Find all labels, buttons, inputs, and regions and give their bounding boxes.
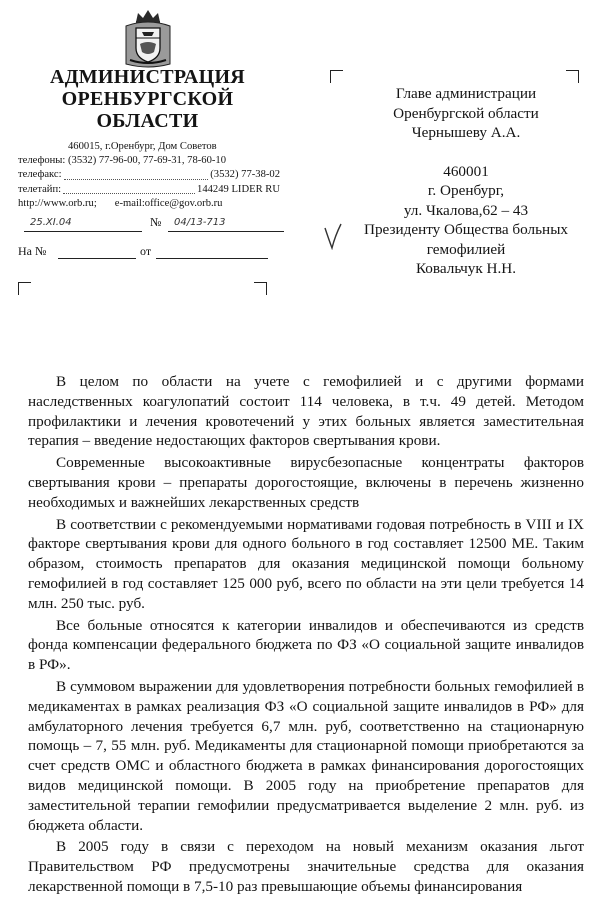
phones-line: телефоны: (3532) 77-96-00, 77-69-31, 78-60-10 [18,155,226,167]
addressee-line: Оренбургской области [393,104,539,122]
addressee-corner-right [566,70,579,83]
coat-of-arms-icon [122,8,174,70]
org-line-2: ОРЕНБУРГСКОЙ [61,88,234,110]
addressee-line: г. Оренбург, [427,182,505,199]
teletype-value: 144249 LIDER RU [197,183,280,195]
addressee-line: Чернышеву А.А. [411,124,521,141]
address-line: 460015, г.Оренбург, Дом Советов [68,141,217,152]
body-paragraph-6: В 2005 году в связи с переходом на новый механизм оказания льгот Правительством РФ предусмотрены значительные средства для оказания лекарственной помощи в 7,5-10 раз превышающие объемы финансирования [28,838,584,895]
fax-dots [64,168,209,179]
contact-block [18,140,280,211]
web-email-line [18,197,280,211]
addressee-line: Ковальчук Н.Н. [415,260,517,277]
teletype-label: телетайп: [18,183,62,195]
addressee-line: Президенту Общества больных [364,221,568,238]
email-text: e-mail:office@gov.orb.ru [114,197,223,209]
org-line-1: АДМИНИСТРАЦИЯ [49,66,246,88]
letter-body [28,372,584,897]
number-sign: № [150,215,162,229]
corner-mark-left [18,282,31,295]
addressee-line: гемофилией [426,240,506,258]
org-line-3: ОБЛАСТИ [96,110,199,132]
body-paragraph-1: В целом по области на учете с гемофилией и с другими формами наследственных коагулопатий состоит 114 человека, в т.ч. 49 детей. Методом профилактики и лечения кровотечений у этих больных является заместительная терапия – введение недостающих факторов свертывания крови. [28,373,584,450]
fax-line [18,168,280,182]
ref-date-blank [156,258,268,259]
corner-mark-right [254,282,267,295]
addressee-line: Главе администрации [395,85,537,102]
body-paragraph-4: Все больные относятся к категории инвалидов и обеспечиваются из средств фонда компенсации федерального бюджета по ФЗ «О социальной защите инвалидов в РФ». [28,616,584,674]
reference-line [18,244,280,262]
fax-label: телефакс: [18,169,62,181]
teletype-line [18,183,280,197]
registration-line [18,214,280,236]
addressee-block [350,84,582,279]
website-text: http://www.orb.ru; [18,197,97,209]
ref-number-blank [58,258,136,259]
ref-number-label: На № [18,244,47,258]
body-paragraph-5: В суммовом выражении для удовлетворения потребности больных гемофилией в медикаментах в рамках реализация ФЗ «О социальной защите инвалидов в РФ» для амбулаторного лечения требуется 6,7 млн. руб, соответственно на стационарную помощь – 7, 55 млн. руб. Медикаменты для стационарной помощи приобретаются за счет средств ОМС и областного бюджета в рамках финансирования дорогостоящих видов медицинской помощи. В 2005 году на приобретение препаратов для заместительной терапии гемофилии предусматривается выделение 2 млн. руб. из бюджета области. [28,677,584,834]
addressee-line: 460001 [443,162,489,180]
addressee-corner-left [330,70,343,83]
ref-from-label: от [140,244,152,258]
fax-value: (3532) 77-38-02 [210,169,280,181]
checkmark-icon [323,222,343,250]
teletype-dots [63,183,195,194]
handwritten-number: 04/13-713 [168,214,284,232]
body-paragraph-3: В соответствии с рекомендуемыми нормативами годовая потребность в VIII и IX факторе свертывания крови для одного больного в год составляет 12500 МЕ. Таким образом, стоимость препаратов для оказания медицинской помощи больному гемофилией в год составляет 125 000 руб, всего по области на эти цели требуется 14 млн. 250 тыс. руб. [28,515,584,612]
body-paragraph-2: Современные высокоактивные вирусбезопасные концентраты факторов свертывания крови – препараты дорогостоящие, включены в перечень жизненно необходимых и важнейших лекарственных средств [28,454,584,511]
organization-name [20,66,275,132]
handwritten-date: 25.XI.04 [24,214,142,232]
addressee-line: ул. Чкалова,62 – 43 [403,201,529,219]
